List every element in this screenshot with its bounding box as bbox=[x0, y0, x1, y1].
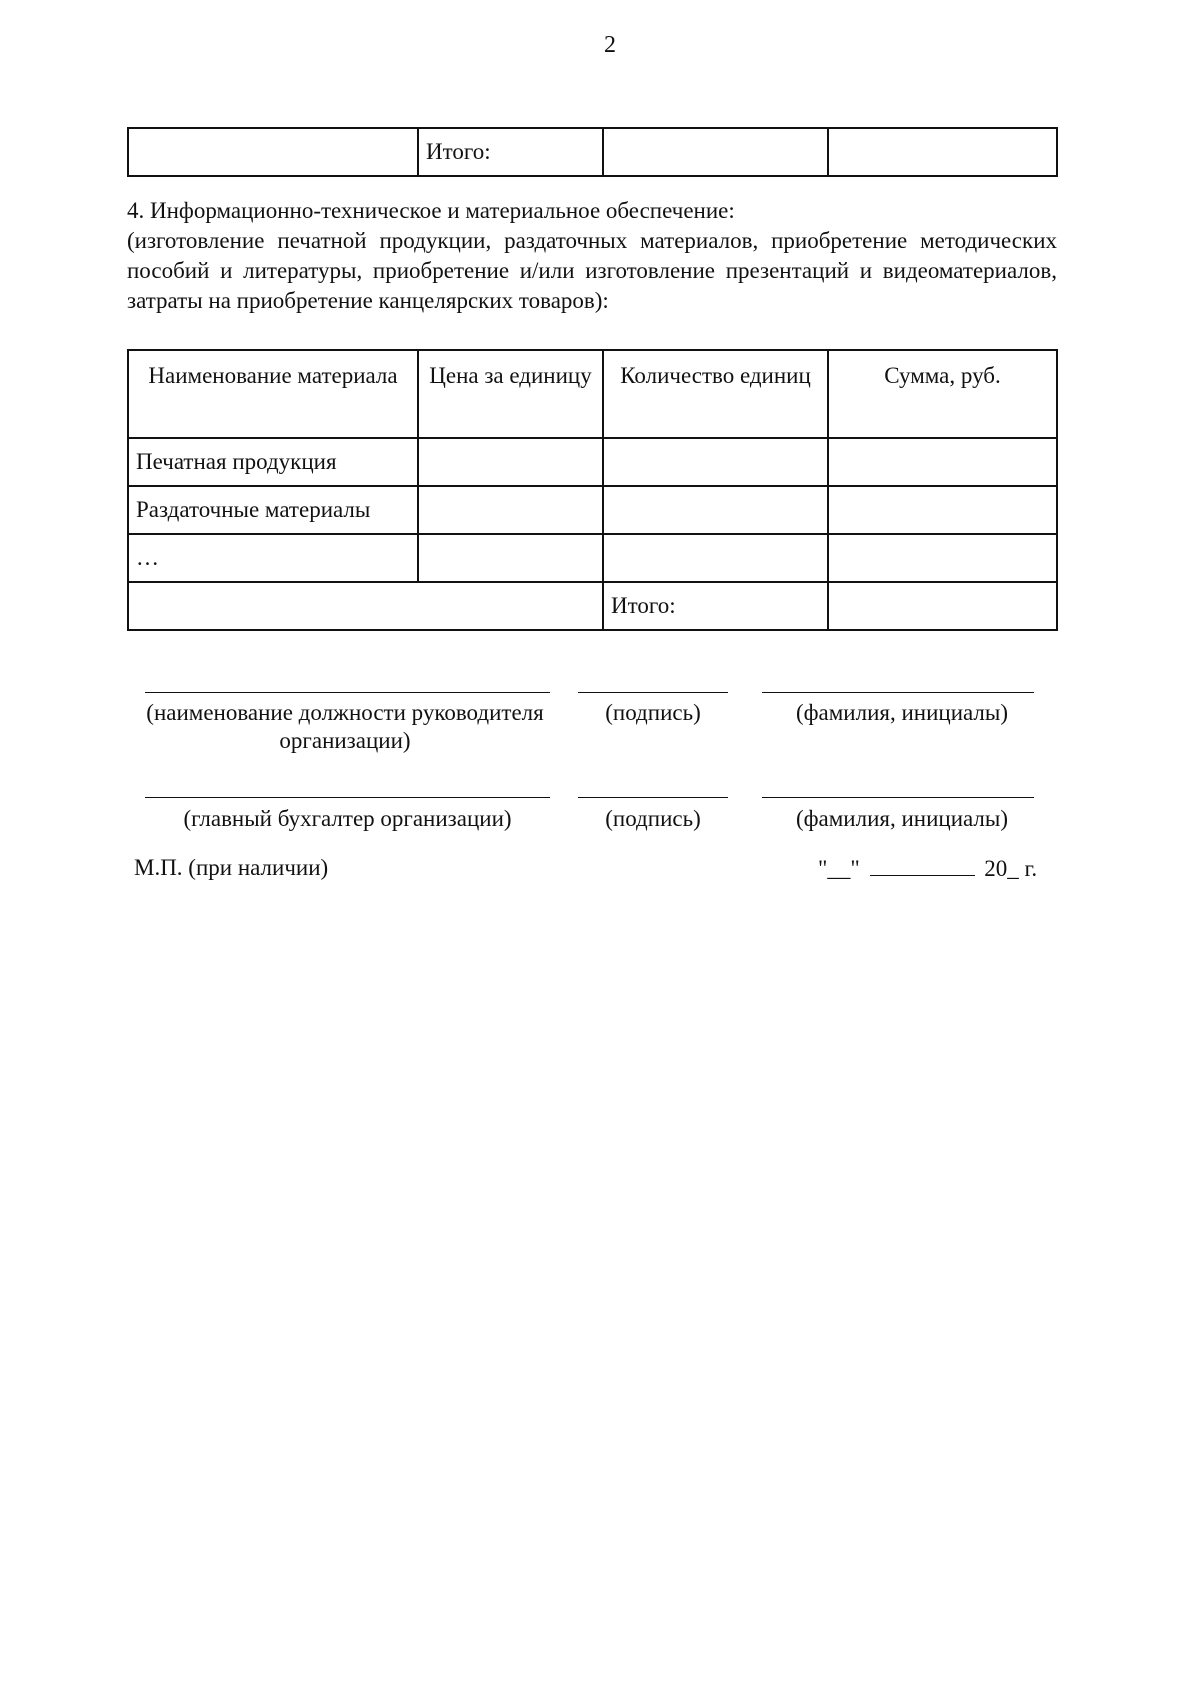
table-cell bbox=[603, 534, 828, 582]
column-header: Сумма, руб. bbox=[828, 350, 1057, 438]
section-description: (изготовление печатной продукции, раздаточных материалов, приобретение методических пособий и литературы, приобретение и/или изготовление презентаций и видеоматериалов, затраты на приобретение канцелярских товаров): bbox=[127, 228, 1057, 313]
accountant-position-line bbox=[145, 797, 550, 798]
table-cell bbox=[828, 534, 1057, 582]
material-name: … bbox=[128, 534, 418, 582]
table-cell bbox=[828, 486, 1057, 534]
date-day-blank: __ bbox=[827, 856, 851, 881]
material-name: Раздаточные материалы bbox=[128, 486, 418, 534]
director-name-caption: (фамилия, инициалы) bbox=[795, 700, 1009, 725]
table-row bbox=[128, 486, 1057, 534]
director-name-line bbox=[762, 692, 1034, 693]
date-suffix: г. bbox=[1024, 856, 1038, 881]
table-cell bbox=[603, 128, 828, 176]
date-close-quote: " bbox=[850, 856, 860, 881]
materials-table bbox=[127, 349, 1058, 631]
table-cell bbox=[418, 438, 603, 486]
accountant-name-caption: (фамилия, инициалы) bbox=[795, 806, 1009, 831]
table-cell bbox=[418, 486, 603, 534]
table-header-row bbox=[128, 350, 1057, 438]
total-label: Итого: bbox=[603, 582, 828, 630]
accountant-signature-line bbox=[578, 797, 728, 798]
table-cell bbox=[603, 438, 828, 486]
page-number: 2 bbox=[604, 32, 616, 58]
director-signature-caption: (подпись) bbox=[605, 700, 701, 725]
date-year-blank: _ bbox=[1007, 856, 1019, 881]
section-4 bbox=[127, 196, 1057, 316]
table-cell bbox=[128, 582, 603, 630]
accountant-signature-caption: (подпись) bbox=[605, 806, 701, 831]
table-row bbox=[128, 534, 1057, 582]
director-signature-line bbox=[578, 692, 728, 693]
column-header: Наименование материала bbox=[128, 350, 418, 438]
director-position-caption: (наименование должности руководителя организации) bbox=[146, 700, 544, 753]
table-row bbox=[128, 128, 1057, 176]
accountant-position-caption: (главный бухгалтер организации) bbox=[183, 806, 512, 831]
date-open-quote: " bbox=[818, 856, 828, 881]
table-cell bbox=[828, 582, 1057, 630]
director-position-line bbox=[145, 692, 550, 693]
date-year-prefix: 20 bbox=[984, 856, 1008, 881]
table-row bbox=[128, 438, 1057, 486]
table-cell bbox=[128, 128, 418, 176]
table-cell bbox=[828, 438, 1057, 486]
column-header: Цена за единицу bbox=[418, 350, 603, 438]
date-month-blank bbox=[870, 855, 975, 876]
table-cell bbox=[828, 128, 1057, 176]
stamp-label: М.П. (при наличии) bbox=[134, 855, 329, 880]
date-line bbox=[818, 855, 1037, 882]
section-heading: 4. Информационно-техническое и материальное обеспечение: bbox=[127, 198, 735, 223]
budget-summary-table bbox=[127, 127, 1058, 177]
table-cell bbox=[603, 486, 828, 534]
table-total-row bbox=[128, 582, 1057, 630]
accountant-name-line bbox=[762, 797, 1034, 798]
total-label: Итого: bbox=[418, 128, 603, 176]
material-name: Печатная продукция bbox=[128, 438, 418, 486]
column-header: Количество единиц bbox=[603, 350, 828, 438]
table-cell bbox=[418, 534, 603, 582]
